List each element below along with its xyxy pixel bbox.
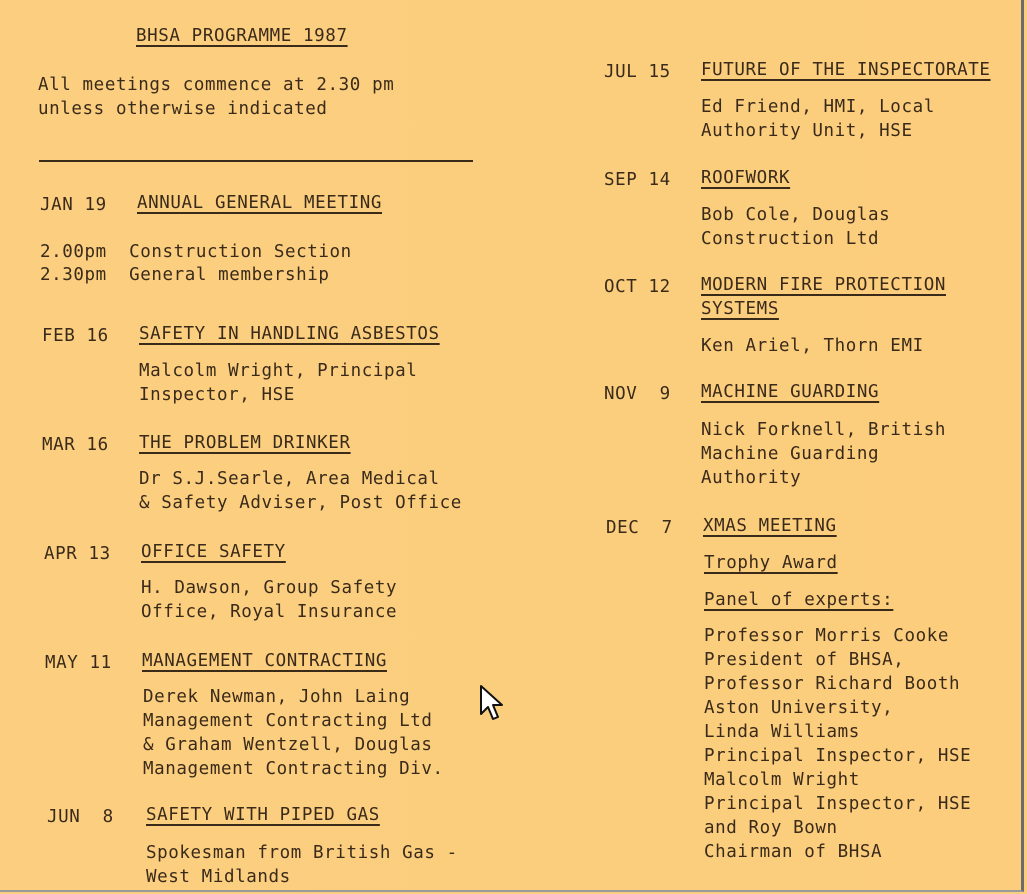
divider-rule <box>39 160 473 162</box>
event-date: SEP 14 <box>604 170 671 190</box>
event-title: MODERN FIRE PROTECTION <box>701 275 946 295</box>
event-detail: & Safety Adviser, Post Office <box>139 493 462 513</box>
event-detail: Ed Friend, HMI, Local <box>701 97 935 117</box>
event-detail: & Graham Wentzell, Douglas <box>143 735 433 755</box>
event-detail: Construction Ltd <box>701 229 880 249</box>
event-detail: Aston University, <box>704 698 894 718</box>
event-detail: Chairman of BHSA <box>704 842 883 862</box>
event-title: ANNUAL GENERAL MEETING <box>137 193 382 213</box>
event-title: SAFETY IN HANDLING ASBESTOS <box>139 324 440 344</box>
event-subheading: Trophy Award <box>704 553 838 573</box>
event-subheading: Panel of experts: <box>704 590 894 610</box>
event-detail: West Midlands <box>146 867 291 887</box>
event-detail: Management Contracting Ltd <box>143 711 433 731</box>
event-date: JUL 15 <box>604 62 671 82</box>
event-title: SAFETY WITH PIPED GAS <box>146 805 380 825</box>
event-date: OCT 12 <box>604 277 671 297</box>
event-title: MACHINE GUARDING <box>701 382 880 402</box>
event-detail: Office, Royal Insurance <box>141 602 398 622</box>
intro-line-1: All meetings commence at 2.30 pm <box>38 75 395 95</box>
event-title: XMAS MEETING <box>703 516 837 536</box>
event-date: NOV 9 <box>604 384 671 404</box>
event-detail: Authority Unit, HSE <box>701 121 913 141</box>
mouse-pointer-icon <box>479 684 505 724</box>
event-detail: Authority <box>701 468 802 488</box>
event-detail: Principal Inspector, HSE <box>704 794 972 814</box>
event-detail: Derek Newman, John Laing <box>143 687 411 707</box>
event-detail: Professor Richard Booth <box>704 674 961 694</box>
event-title: FUTURE OF THE INSPECTORATE <box>701 60 991 80</box>
event-title: THE PROBLEM DRINKER <box>139 433 351 453</box>
event-detail: Principal Inspector, HSE <box>704 746 972 766</box>
event-detail: H. Dawson, Group Safety <box>141 578 398 598</box>
event-title: OFFICE SAFETY <box>141 542 286 562</box>
event-date: FEB 16 <box>42 326 109 346</box>
event-date: MAY 11 <box>45 653 112 673</box>
event-detail: Malcolm Wright, Principal <box>139 361 418 381</box>
event-date: JUN 8 <box>47 807 114 827</box>
event-date: APR 13 <box>44 544 111 564</box>
event-detail: Spokesman from British Gas - <box>146 843 458 863</box>
event-title: MANAGEMENT CONTRACTING <box>142 651 387 671</box>
event-detail: Dr S.J.Searle, Area Medical <box>139 469 440 489</box>
event-detail: President of BHSA, <box>704 650 905 670</box>
programme-title: BHSA PROGRAMME 1987 <box>136 26 348 46</box>
event-title: ROOFWORK <box>701 168 791 188</box>
event-detail: and Roy Bown <box>704 818 838 838</box>
event-detail: 2.00pm Construction Section <box>40 242 352 262</box>
event-date: DEC 7 <box>606 518 673 538</box>
event-detail: Linda Williams <box>704 722 860 742</box>
event-title-cont: SYSTEMS <box>701 299 779 319</box>
event-detail: Nick Forknell, British <box>701 420 946 440</box>
event-detail: 2.30pm General membership <box>40 265 330 285</box>
intro-line-2: unless otherwise indicated <box>38 99 328 119</box>
event-detail: Malcolm Wright <box>704 770 860 790</box>
event-detail: Professor Morris Cooke <box>704 626 949 646</box>
event-detail: Machine Guarding <box>701 444 880 464</box>
event-date: MAR 16 <box>42 435 109 455</box>
event-detail: Ken Ariel, Thorn EMI <box>701 336 924 356</box>
event-detail: Management Contracting Div. <box>143 759 444 779</box>
event-date: JAN 19 <box>40 195 107 215</box>
event-detail: Inspector, HSE <box>139 385 295 405</box>
event-detail: Bob Cole, Douglas <box>701 205 891 225</box>
